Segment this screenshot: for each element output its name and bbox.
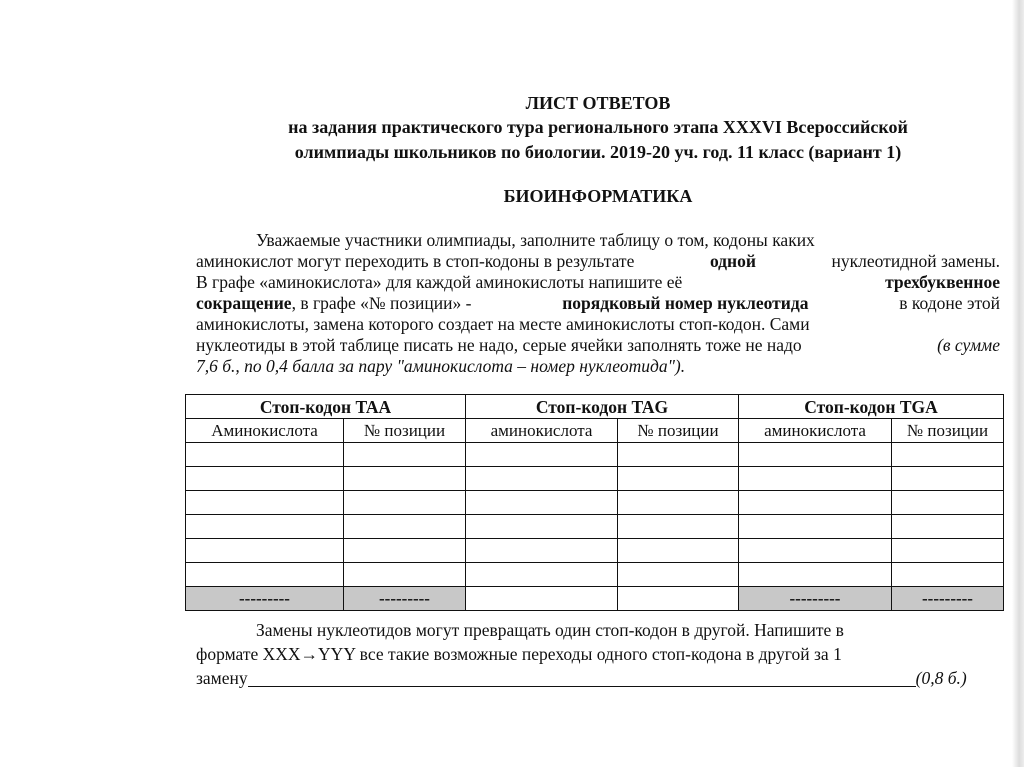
answer-cell[interactable]	[892, 491, 1004, 515]
table-row	[186, 515, 1004, 539]
answer-cell[interactable]	[618, 563, 739, 587]
gray-cell: ---------	[739, 587, 892, 611]
answer-cell[interactable]	[892, 467, 1004, 491]
answer-cell[interactable]	[892, 539, 1004, 563]
answer-cell[interactable]	[344, 563, 466, 587]
answer-cell[interactable]	[186, 491, 344, 515]
table-row-gray	[186, 587, 1004, 611]
column-header: аминокислота	[466, 419, 618, 443]
document-subtitle-1: на задания практического тура регионального этапа XXXVI Всероссийской	[288, 117, 908, 137]
answer-cell[interactable]	[344, 539, 466, 563]
text: в кодоне этой	[899, 293, 1000, 313]
gray-cell: ---------	[344, 587, 466, 611]
table-row	[186, 443, 1004, 467]
intro-line	[196, 272, 1000, 292]
answer-cell[interactable]	[739, 467, 892, 491]
answer-cell[interactable]	[739, 443, 892, 467]
answer-cell[interactable]	[739, 515, 892, 539]
answer-cell[interactable]	[466, 515, 618, 539]
text-bold: одной	[709, 251, 756, 271]
intro-line	[196, 251, 1000, 271]
column-header: Аминокислота	[186, 419, 344, 443]
answer-table	[185, 394, 1004, 611]
answer-cell[interactable]	[618, 539, 739, 563]
table-row	[186, 491, 1004, 515]
answer-blank-line[interactable]	[248, 668, 916, 687]
answer-cell[interactable]	[739, 491, 892, 515]
answer-cell[interactable]	[618, 467, 739, 491]
table-row	[186, 563, 1004, 587]
answer-cell[interactable]	[618, 491, 739, 515]
intro-line: 7,6 б., по 0,4 балла за пару "аминокислота – номер нуклеотида").	[196, 356, 686, 376]
answer-cell[interactable]	[344, 491, 466, 515]
answer-cell[interactable]	[186, 563, 344, 587]
text: аминокислот могут переходить в стоп-кодоны в результате	[196, 251, 635, 271]
column-header: № позиции	[892, 419, 1004, 443]
group-header-taa: Стоп-кодон TAA	[186, 395, 466, 419]
gray-cell: ---------	[892, 587, 1004, 611]
text-bold: порядковый номер нуклеотида	[562, 293, 809, 313]
answer-cell[interactable]	[344, 515, 466, 539]
task2-line: формате XXX→YYY все такие возможные переходы одного стоп-кодона в другой за 1	[196, 644, 842, 664]
intro-line	[196, 335, 1000, 355]
answer-cell[interactable]	[739, 563, 892, 587]
text: , в графе «№ позиции» -	[291, 293, 472, 313]
answer-cell[interactable]	[186, 467, 344, 491]
answer-cell[interactable]	[466, 467, 618, 491]
text: нуклеотиды в этой таблице писать не надо, серые ячейки заполнять тоже не надо	[196, 335, 802, 355]
answer-cell[interactable]	[618, 443, 739, 467]
answer-cell[interactable]	[892, 563, 1004, 587]
column-header: № позиции	[618, 419, 739, 443]
intro-line: Уважаемые участники олимпиады, заполните таблицу о том, кодоны каких	[256, 230, 815, 250]
text: нуклеотидной замены.	[831, 251, 1000, 271]
table-group-header-row	[186, 395, 1004, 419]
answer-cell[interactable]	[618, 515, 739, 539]
answer-cell[interactable]	[892, 515, 1004, 539]
column-header: № позиции	[344, 419, 466, 443]
gray-cell: ---------	[186, 587, 344, 611]
document-subtitle-2: олимпиады школьников по биологии. 2019-20 уч. год. 11 класс (вариант 1)	[294, 142, 902, 162]
answer-cell[interactable]	[186, 515, 344, 539]
answer-cell[interactable]	[344, 443, 466, 467]
answer-cell[interactable]	[466, 563, 618, 587]
intro-line	[196, 293, 1000, 313]
table-row	[186, 539, 1004, 563]
answer-cell[interactable]	[618, 587, 739, 611]
column-header: аминокислота	[739, 419, 892, 443]
text: замену	[196, 668, 248, 688]
text: В графе «аминокислота» для каждой аминокислоты напишите её	[196, 272, 683, 292]
answer-cell[interactable]	[344, 467, 466, 491]
task2-line: Замены нуклеотидов могут превращать один стоп-кодон в другой. Напишите в	[256, 620, 844, 640]
document-title: ЛИСТ ОТВЕТОВ	[525, 93, 671, 113]
group-header-tga: Стоп-кодон TGA	[739, 395, 1004, 419]
answer-cell[interactable]	[186, 539, 344, 563]
intro-line: аминокислоты, замена которого создает на месте аминокислоты стоп-кодон. Сами	[196, 314, 810, 334]
table-column-header-row	[186, 419, 1004, 443]
group-header-tag: Стоп-кодон TAG	[466, 395, 739, 419]
points-label: (0,8 б.)	[915, 668, 967, 688]
section-heading: БИОИНФОРМАТИКА	[503, 186, 693, 206]
text-bold: трехбуквенное	[885, 272, 1000, 292]
answer-cell[interactable]	[739, 539, 892, 563]
text-bold: сокращение	[196, 293, 292, 313]
task2-line	[196, 668, 986, 688]
text-italic: (в сумме	[937, 335, 1000, 355]
answer-cell[interactable]	[466, 539, 618, 563]
answer-cell[interactable]	[186, 443, 344, 467]
answer-cell[interactable]	[466, 491, 618, 515]
table-row	[186, 467, 1004, 491]
answer-cell[interactable]	[466, 443, 618, 467]
answer-cell[interactable]	[892, 443, 1004, 467]
answer-cell[interactable]	[466, 587, 618, 611]
